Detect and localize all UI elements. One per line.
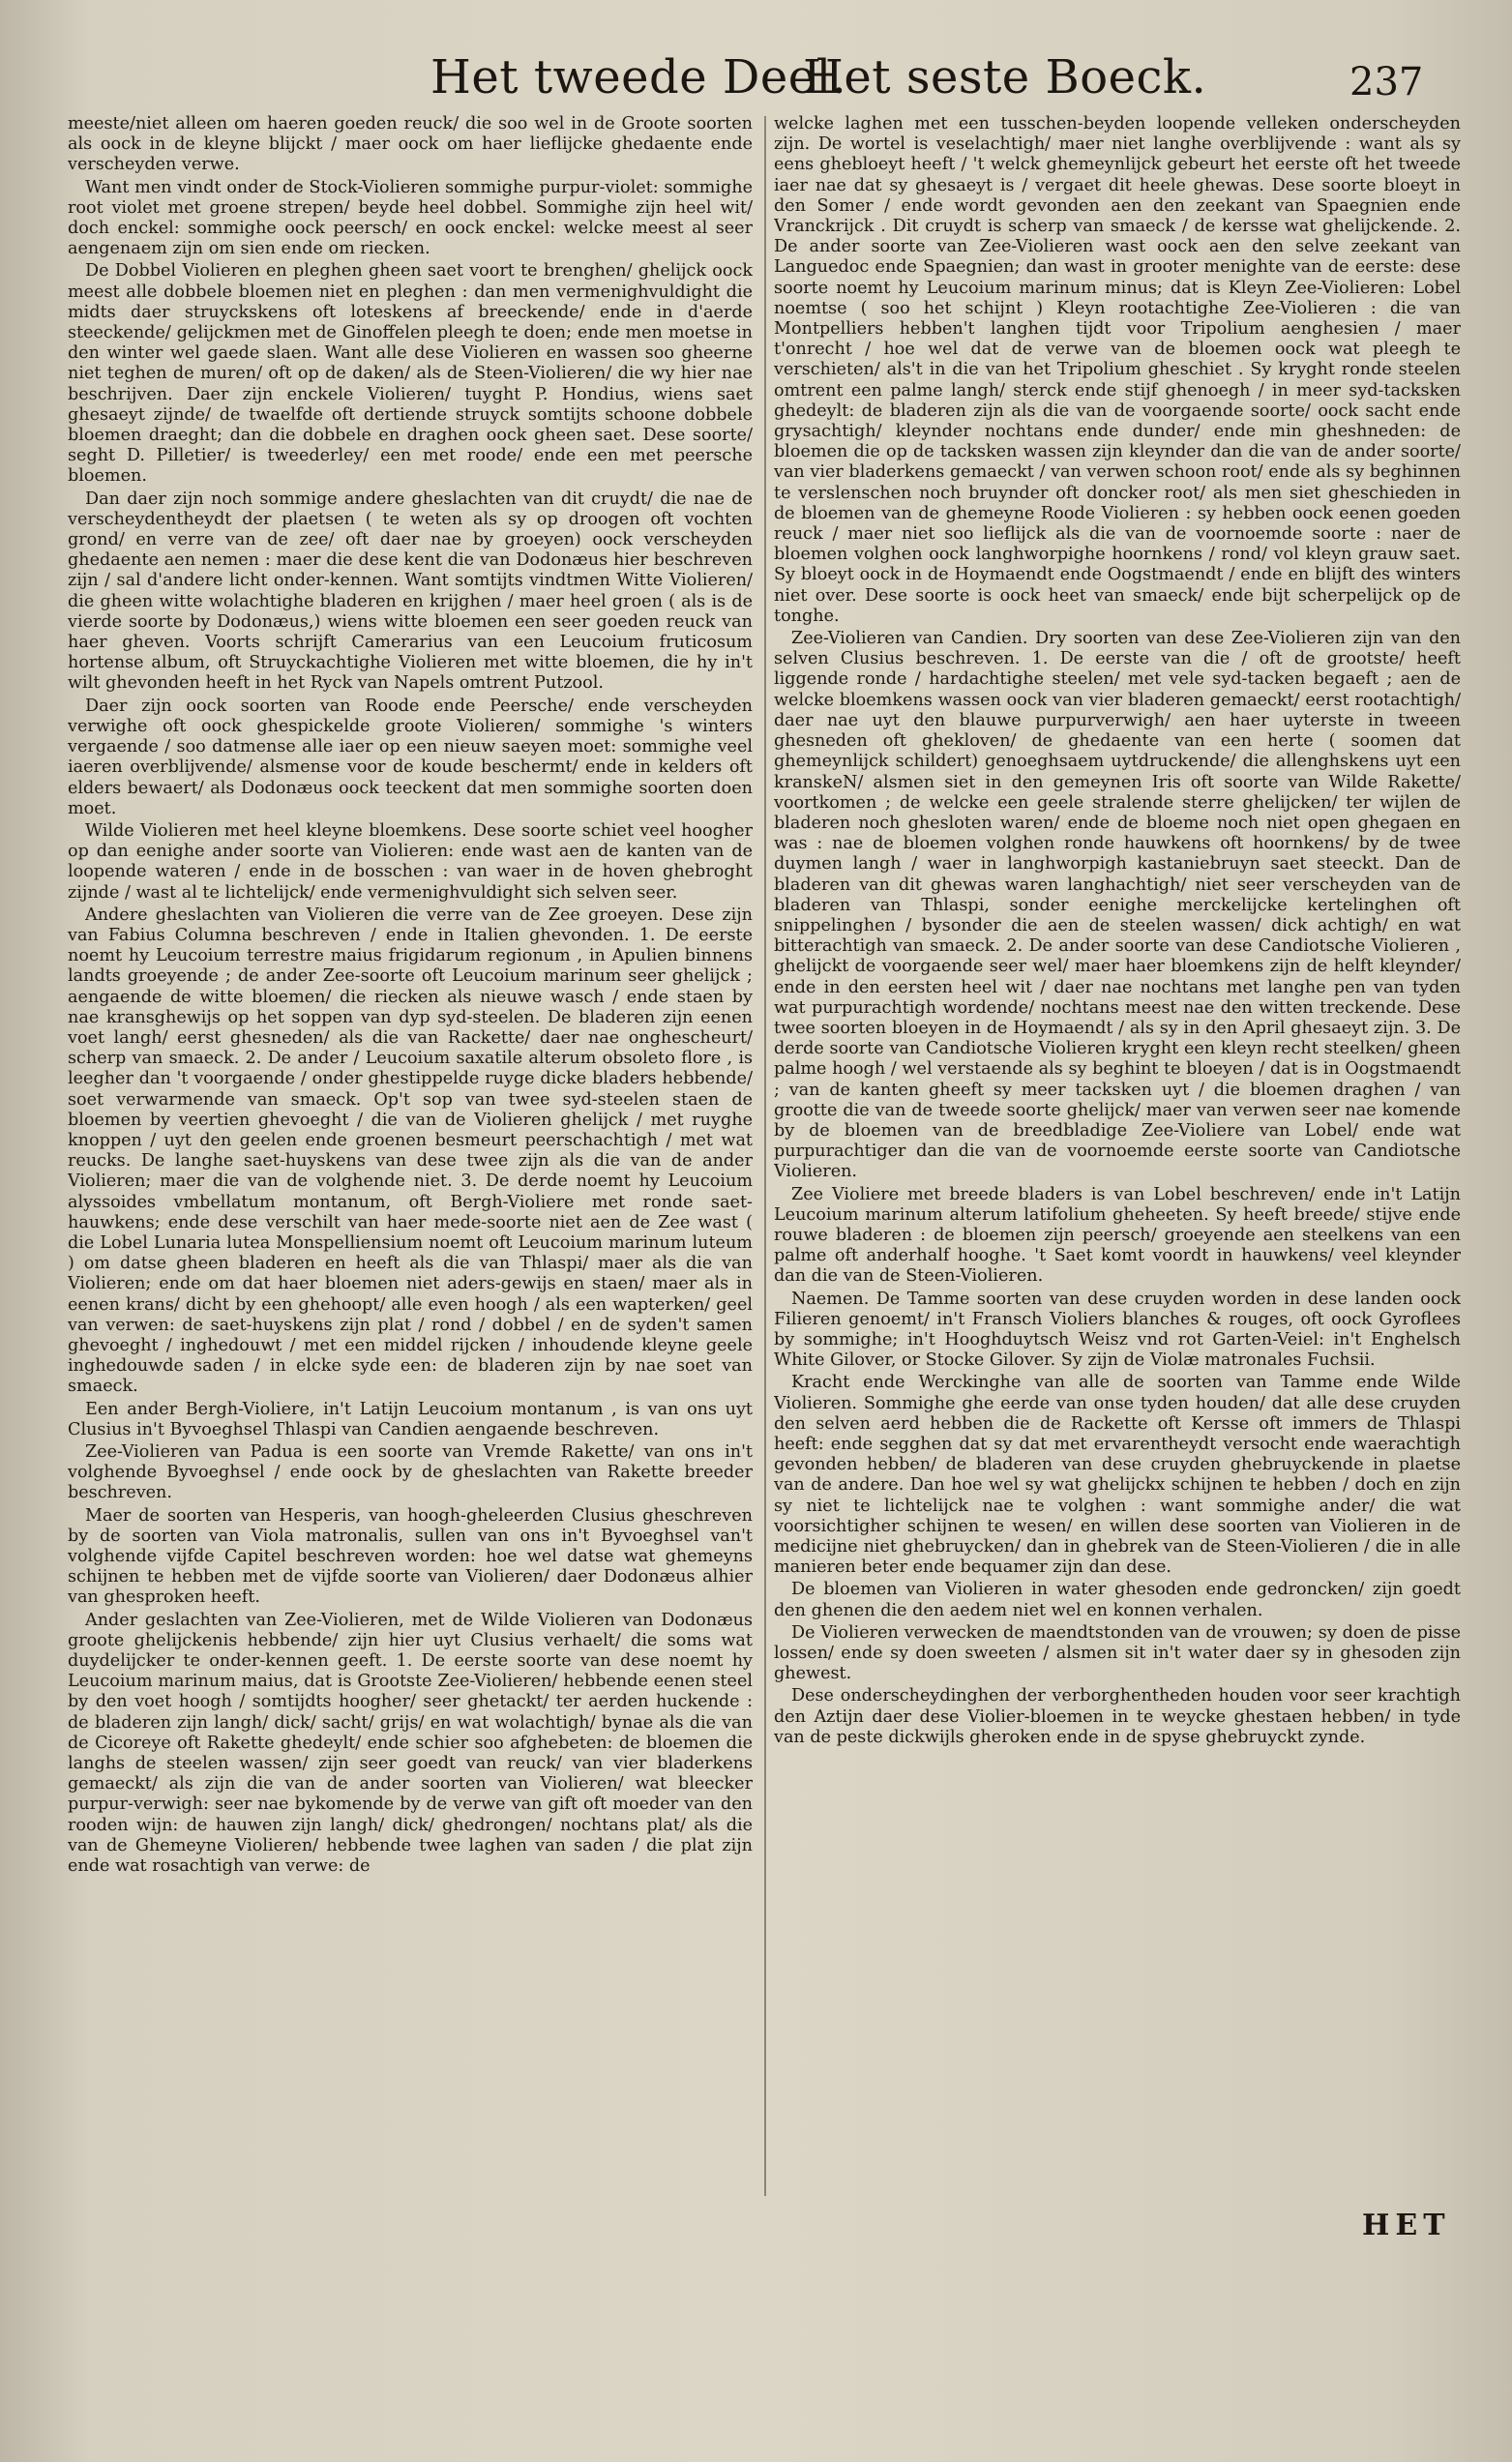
paragraph: meeste/niet alleen om haeren goeden reuck/ die soo wel in de Groote soorten als oock in de kleyne blijckt / maer oock om haer lieflijcke ghedaente ende verscheyden verwe. — [68, 114, 753, 175]
paragraph: Naemen. De Tamme soorten van dese cruyden worden in dese landen oock Filieren genoemt/ in't Fransch Violiers blanches & rouges, oft oock Gyroflees by sommighe; in't Hooghduytsch Weisz vnd rot Garten-Veiel: in't Enghelsch White Gilover, or Stocke Gilover. Sy zijn de Violæ matronales Fuchsii. — [774, 1289, 1461, 1371]
paragraph: Zee-Violieren van Candien. Dry soorten van dese Zee-Violieren zijn van den selven Clusius beschreven. 1. De eerste van die / oft de grootste/ heeft liggende ronde / hardachtighe steelen/ met vele syd-tacken begaeft ; aen de welcke bloemkens wassen oock van vier bladeren gemaeckt/ eerst rootachtigh/ daer nae uyt den blauwe purpurverwigh/ aen haer uyterste in tweeen ghesneden oft ghekloven/ de ghedaente van een herte ( soomen dat ghemeynlijck schildert) genoeghsaem uytdruckende/ die allenghskens uyt een kranskeN/ alsmen siet in den gemeynen Iris oft soorte van Wilde Rakette/ voortkomen ; de welcke een geele stralende sterre ghelijcken/ ter wijlen de bladeren noch ghesloten waren/ ende de bloeme noch niet open ghegaen en was : nae de bloemen volghen ronde hauwkens oft hoornkens/ by de twee duymen langh / waer in langhworpigh kastaniebruyn saet steeckt. Dan de bladeren van dit ghewas waren langhachtigh/ niet seer verscheyden van de bladeren van Thlaspi, sonder eenighe merckelijcke kertelinghen oft snippelinghen / bysonder die aen de steelen wassen/ dick achtigh/ en wat bitterachtigh van smaeck. 2. De ander soorte van dese Candiotsche Violieren , ghelijckt de voorgaende seer wel/ maer haer bloemkens zijn de helft kleynder/ ende in den eersten heel wit / daer nae nochtans met langhe pen van tyden wat purpurachtigh wordende/ nochtans meest nae den witten treckende. Dese twee soorten bloeyen in de Hoymaendt / als sy in den April ghesaeyt zijn. 3. De derde soorte van Candiotsche Violieren kryght een kleyn recht steelken/ gheen palme hoogh / wel verstaende als sy beghint te bloeyen / dat is in Oogstmaendt ; van de kanten gheeft sy meer tacksken uyt / die bloemen draghen / van grootte die van de tweede soorte ghelijck/ maer van verwen seer nae komende by de bloemen van de breedbladige Zee-Violiere van Lobel/ ende wat purpurachtiger dan die van de voornoemde eerste soorte van Candiotsche Violieren. — [774, 629, 1461, 1182]
right-text-column — [774, 114, 1461, 2126]
paragraph: Zee-Violieren van Padua is een soorte van Vremde Rakette/ van ons in't volghende Byvoeghsel / ende oock by de gheslachten van Rakette breeder beschreven. — [68, 1442, 753, 1503]
paragraph: welcke laghen met een tusschen-beyden loopende velleken onderscheyden zijn. De wortel is veselachtigh/ maer niet langhe overblijvende : want als sy eens ghebloeyt heeft / 't welck ghemeynlijck gebeurt het eerste oft het tweede iaer nae dat sy ghesaeyt is / vergaet dit heele ghewas. Dese soorte bloeyt in den Somer / ende wordt gevonden aen den zeekant van Spaegnien ende Vranckrijck . Dit cruydt is scherp van smaeck / de kersse wat ghelijckende. 2. De ander soorte van Zee-Violieren wast oock aen den selve zeekant van Languedoc ende Spaegnien; dan wast in grooter menighte van de eerste: dese soorte noemt hy Leucoium marinum minus; dat is Kleyn Zee-Violieren: Lobel noemtse ( soo het schijnt ) Kleyn rootachtighe Zee-Violieren : die van Montpelliers hebben't langhen tijdt voor Tripolium aenghesien / maer t'onrecht / hoe wel dat de verwe van de bloemen oock wat pleegh te verschieten/ als't in die van het Tripolium gheschiet . Sy kryght ronde steelen omtrent een palme langh/ sterck ende stijf ghenoegh / in meer syd-tacksken ghedeylt: de bladeren zijn als die van de voorgaende soorte/ oock sacht ende grysachtigh/ kleynder nochtans ende dunder/ ende min gheshneden: de bloemen die op de tacksken wassen zijn kleynder dan die van de ander soorte/ van vier bladerkens gemaeckt / van verwen schoon root/ ende als sy beghinnen te verslenschen noch bruynder oft doncker root/ als men siet gheschieden in de bloemen van de ghemeyne Roode Violieren : sy hebben oock eenen goeden reuck / maer niet soo lieflijck als die van de voornoemde soorte : naer de bloemen volghen oock langhworpighe hoornkens / rond/ vol kleyn grauw saet. Sy bloeyt oock in de Hoymaendt ende Oogstmaendt / ende en blijft des winters niet over. Dese soorte is oock heet van smaeck/ ende bijt scherpelijck op de tonghe. — [774, 114, 1461, 626]
paragraph: Zee Violiere met breede bladers is van Lobel beschreven/ ende in't Latijn Leucoium marinum alterum latifolium gheheeten. Sy heeft breede/ stijve ende rouwe bladeren : de bloemen zijn peersch/ groeyende aen steelkens van een palme oft anderhalf hooghe. 't Saet komt voordt in hauwkens/ veel kleynder dan die van de Steen-Violieren. — [774, 1184, 1461, 1287]
paragraph: Maer de soorten van Hesperis, van hoogh-gheleerden Clusius gheschreven by de soorten van Viola matronalis, sullen van ons in't Byvoeghsel van't volghende vijfde Capitel beschreven worden: hoe wel datse wat ghemeyns schijnen te hebben met de vijfde soorte van Violieren/ daer Dodonæus alhier van ghesproken heeft. — [68, 1505, 753, 1608]
paragraph: Een ander Bergh-Violiere, in't Latijn Leucoium montanum , is van ons uyt Clusius in't Byvoeghsel Thlaspi van Candien aengaende beschreven. — [68, 1399, 753, 1439]
paragraph: De Violieren verwecken de maendtstonden van de vrouwen; sy doen de pisse lossen/ ende sy doen sweeten / alsmen sit in't water daer sy in ghesoden zijn ghewest. — [774, 1622, 1461, 1684]
paragraph: Kracht ende Werckinghe van alle de soorten van Tamme ende Wilde Violieren. Sommighe ghe eerde van onse tyden houden/ dat alle dese cruyden den selven aerd hebben die de Rackette oft Kersse oft immers de Thlaspi heeft: ende segghen dat sy dat met ervarentheydt versocht ende waerachtigh gevonden hebben/ de bladeren van dese cruyden ghebruyckende in plaetse van de andere. Dan hoe wel sy wat ghelijckx schijnen te hebben / doch en zijn sy niet te lichtelijck nae te volghen : want sommighe ander/ die wat voorsichtigher schijnen te wesen/ en willen dese soorten van Violieren in de medicijne niet ghebruycken/ dan in ghebrek van de Steen-Violieren / die in alle manieren beter ende bequamer zijn dan dese. — [774, 1373, 1461, 1578]
column-divider — [764, 116, 766, 2196]
paragraph: De bloemen van Violieren in water ghesoden ende gedroncken/ zijn goedt den ghenen die den aedem niet wel en konnen verhalen. — [774, 1580, 1461, 1620]
part-title: Het tweede Deel. — [430, 50, 847, 104]
paragraph: Want men vindt onder de Stock-Violieren sommighe purpur-violet: sommighe root violet met groene strepen/ beyde heel dobbel. Sommighe zijn heel wit/ doch enckel: sommighe oock peersch/ en oock enckel: welcke meest al seer aengenaem zijn om sien ende om riecken. — [68, 177, 753, 259]
paragraph: De Dobbel Violieren en pleghen gheen saet voort te brenghen/ ghelijck oock meest alle dobbele bloemen niet en pleghen : dan men vermenighvuldight die midts daer struyckskens oft loteskens af breeckende/ ende in d'aerde steeckende/ gelijckmen met de Ginoffelen pleegh te doen; ende men moetse in den winter wel gaede slaen. Want alle dese Violieren en wassen soo gheerne niet teghen de muren/ oft op de daken/ als de Steen-Violieren/ die wy hier nae beschrijven. Daer zijn enckele Violieren/ tuyght P. Hondius, wiens saet ghesaeyt zijnde/ de twaelfde oft dertiende struyck somtijts schoone dobbele bloemen draeght; dan die dobbele en draghen oock gheen saet. Dese soorte/ seght D. Pilletier/ is tweederley/ een met roode/ ende een met peersche bloemen. — [68, 261, 753, 487]
paragraph: Wilde Violieren met heel kleyne bloemkens. Dese soorte schiet veel hoogher op dan eenighe ander soorte van Violieren: ende wast aen de kanten van de loopende wateren / ende in de bosschen : van waer in de hoven ghebroght zijnde / wast al te lichtelijck/ ende vermenighvuldight sich selven seer. — [68, 820, 753, 903]
paragraph: Ander geslachten van Zee-Violieren, met de Wilde Violieren van Dodonæus groote ghelijckenis hebbende/ zijn hier uyt Clusius verhaelt/ die soms wat duydelijcker te onder-kennen geeft. 1. De eerste soorte van dese noemt hy Leucoium marinum maius, dat is Grootste Zee-Violieren/ hebbende eenen steel by den voet hoogh / somtijdts hoogher/ seer ghetackt/ ter aerden huckende : de bladeren zijn langh/ dick/ sacht/ grijs/ en wat wolachtigh/ bynae als die van de Cicoreye oft Rakette ghedeylt/ ende schier soo afghebeten: de bloemen die langhs de steelen wassen/ zijn seer goedt van reuck/ van vier bladerkens gemaeckt/ als zijn die van de ander soorten van Violieren/ wat bleecker purpur-verwigh: seer nae bykomende by de verwe van gift oft moeder van den rooden wijn: de hauwen zijn langh/ dick/ ghedrongen/ nochtans plat/ als die van de Ghemeyne Violieren/ hebbende twee laghen van saden / die plat zijn ende wat rosachtigh van verwe: de — [68, 1610, 753, 1877]
book-title: Het seste Boeck. — [803, 50, 1207, 104]
paragraph: Dan daer zijn noch sommige andere gheslachten van dit cruydt/ die nae de verscheydentheydt der plaetsen ( te weten als sy op droogen oft vochten grond/ en verre van de zee/ oft daer nae by groeyen) oock verscheyden ghedaente aen nemen : maer die dese kent die van Dodonæus hier beschreven zijn / sal d'andere licht onder-kennen. Want somtijts vindtmen Witte Violieren/ die gheen witte wolachtighe bladeren en krijghen / maer heel groen ( als is de vierde soorte by Dodonæus,) wiens witte bloemen een seer goeden reuck van haer gheven. Voorts schrijft Camerarius van een Leucoium fruticosum hortense album, oft Struyckachtighe Violieren met witte bloemen, die hy in't wilt ghevonden heeft in het Ryck van Napels omtrent Putzool. — [68, 489, 753, 694]
paragraph: Dese onderscheydinghen der verborghentheden houden voor seer krachtigh den Aztijn daer dese Violier-bloemen in te weycke ghestaen hebben/ in tyde van de peste dickwijls gheroken ende in de spyse ghebruyckt zynde. — [774, 1686, 1461, 1747]
catchword: HET — [1362, 2209, 1451, 2242]
running-header — [0, 39, 1512, 116]
paragraph: Daer zijn oock soorten van Roode ende Peersche/ ende verscheyden verwighe oft oock ghespickelde groote Violieren/ sommighe 's winters vergaende / soo datmense alle iaer op een nieuw saeyen moet: sommighe veel iaeren overblijvende/ alsmense voor de koude beschermt/ ende in kelders oft elders bewaert/ als Dodonæus oock teeckent dat men sommighe soorten doen moet. — [68, 696, 753, 818]
left-text-column — [68, 114, 753, 2252]
page-number: 237 — [1349, 60, 1424, 104]
paragraph: Andere gheslachten van Violieren die verre van de Zee groeyen. Dese zijn van Fabius Columna beschreven / ende in Italien ghevonden. 1. De eerste noemt hy Leucoium terrestre maius frigidarum regionum , in Apulien binnens landts groeyende ; de ander Zee-soorte oft Leucoium marinum seer ghelijck ; aengaende de witte bloemen/ die riecken als nieuwe wasch / ende staen by nae kransghewijs op het soppen van dyp syd-steelen. De bladeren zijn eenen voet langh/ eerst ghesneden/ als die van Rackette/ daer nae onghescheurt/ scherp van smaeck. 2. De ander / Leucoium saxatile alterum obsoleto flore , is leegher dan 't voorgaende / onder ghestippelde ruyge dicke bladers hebbende/ soet verwarmende van smaeck. Op't sop van twee syd-steelen staen de bloemen by veertien ghevoeght / die van de Violieren ghelijck / met ruyghe knoppen / uyt den geelen ende groenen besmeurt peerschachtigh / met wat reucks. De langhe saet-huyskens van dese twee zijn als die van de ander Violieren; maer die van de volghende niet. 3. De derde noemt hy Leucoium alyssoides vmbellatum montanum, oft Bergh-Violiere met ronde saet-hauwkens; ende dese verschilt van haer mede-soorte niet aen de Zee wast ( die Lobel Lunaria lutea Monspelliensium noemt oft Leucoium marinum luteum ) om datse gheen bladeren en heeft als die van Thlaspi/ maer als die van Violieren; ende om dat haer bloemen niet aders-gewijs en staen/ maer als in eenen krans/ dicht by een ghehoopt/ alle even hoogh / als een wapterken/ geel van verwen: de saet-huyskens zijn plat / rond / dobbel / en de syden't samen ghevoeght / inghedouwt / met een middel rijcken / inhoudende kleyne geele inghedouwde saden / in elcke syde een: de bladeren zijn by nae soet van smaeck. — [68, 905, 753, 1397]
